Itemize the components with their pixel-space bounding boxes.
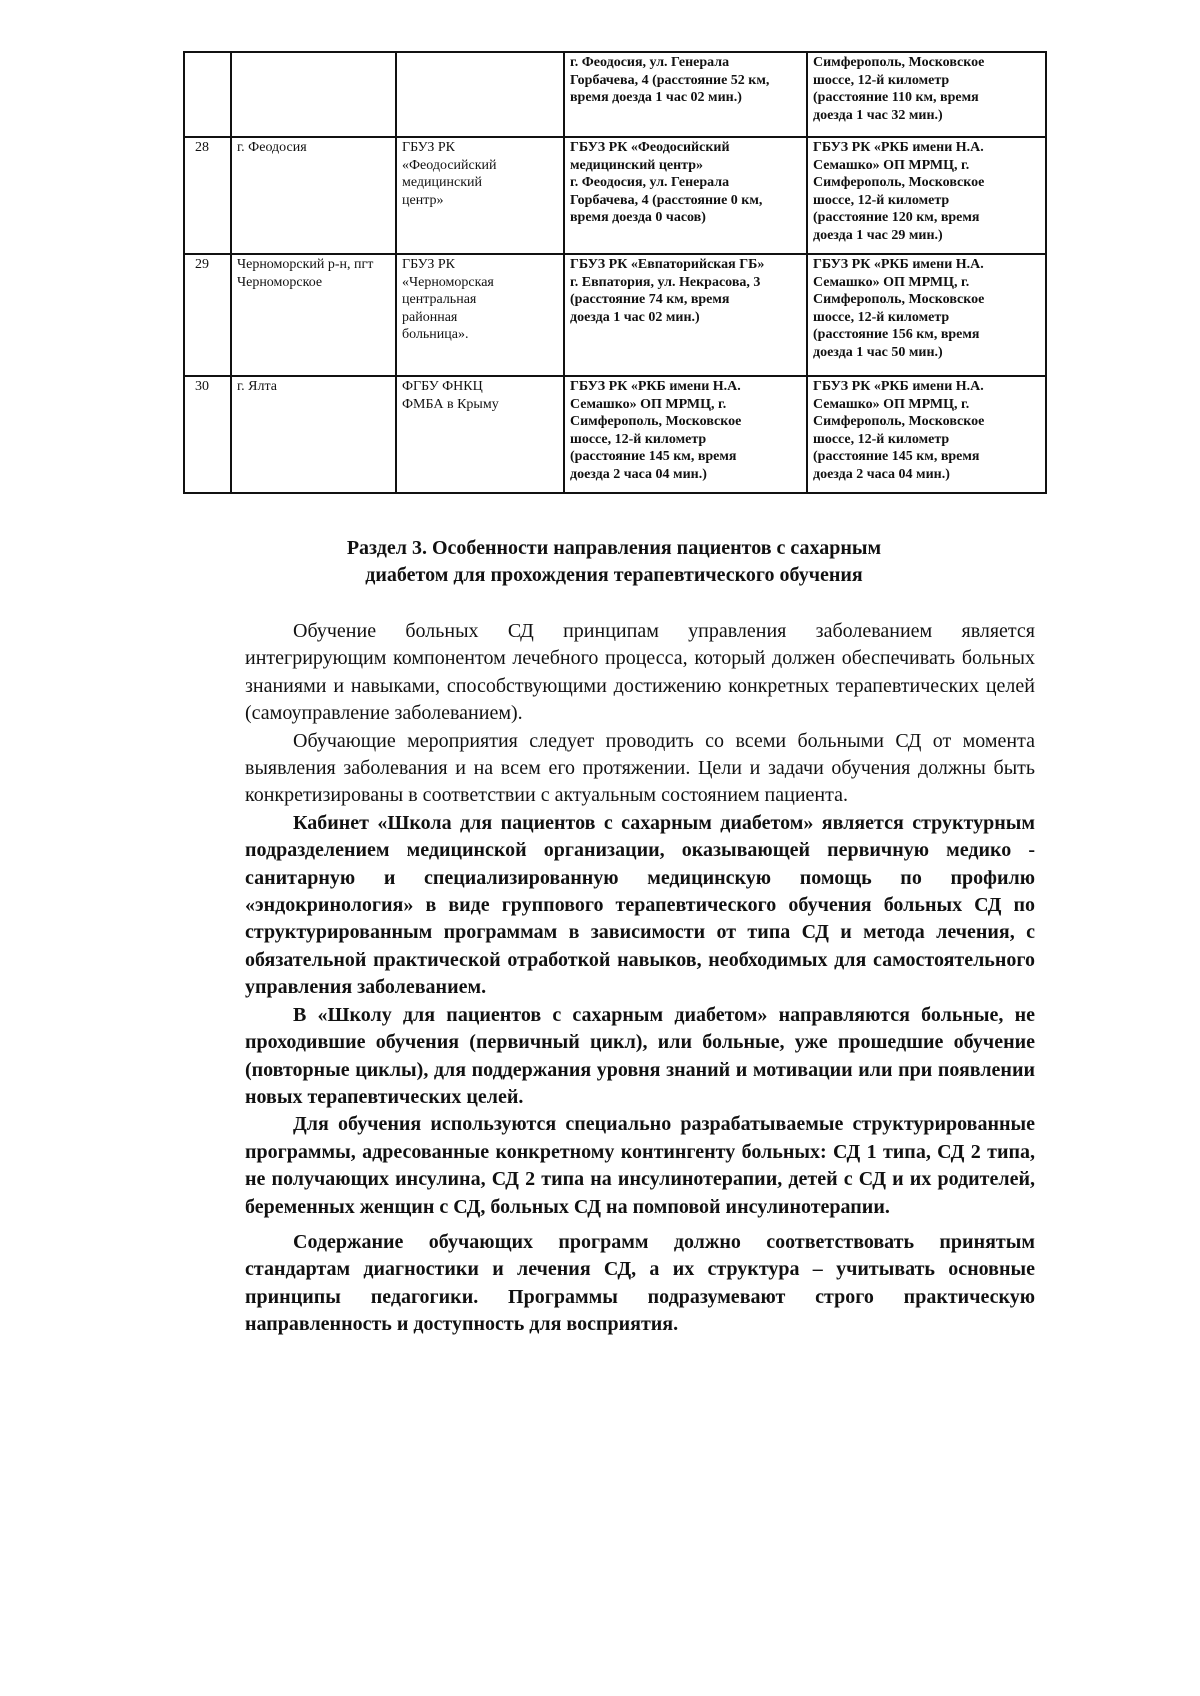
cell-line: (расстояние 120 км, время: [813, 210, 980, 226]
body-text: [245, 618, 1035, 1339]
cell-line: ФГБУ ФНКЦ: [402, 379, 483, 394]
cell-line: ГБУЗ РК «Феодосийский: [570, 140, 730, 155]
cell-line: время доезда 1 час 02 мин.): [570, 90, 742, 106]
section-heading-line-1: Раздел 3. Особенности направления пациентов с сахарным: [346, 537, 882, 559]
cell-line: доезда 1 час 50 мин.): [813, 344, 943, 360]
paragraph-6: Содержание обучающих программ должно соответствовать принятым стандартам диагностики и лечения СД, а их структура – учитывать основные принципы педагогики. Программы подразумевают строго практическую направленность и доступность для восприятия.: [245, 1230, 1035, 1336]
cell-line: (расстояние 145 км, время: [570, 449, 737, 465]
cell-line: (расстояние 145 км, время: [813, 449, 980, 465]
cell-line: Симферополь, Московское: [813, 175, 985, 191]
paragraph-4: В «Школу для пациентов с сахарным диабетом» направляются больные, не проходившие обучения (первичный цикл), или больные, уже прошедшие обучение (повторные циклы), для поддержания уровня знаний и мотивации или при появлении новых терапевтических целей.: [245, 1003, 1035, 1108]
cell-line: г. Феодосия, ул. Генерала: [570, 55, 730, 70]
cell-line: ГБУЗ РК «Евпаторийская ГБ»: [570, 257, 765, 272]
cell-line: Семашко» ОП МРМЦ, г.: [813, 157, 970, 173]
table-row: [184, 137, 1046, 254]
cell-line: центр»: [402, 192, 444, 208]
cell-line: шоссе, 12-й километр: [813, 431, 950, 447]
cell-line: доезда 2 часа 04 мин.): [570, 466, 707, 482]
cell-line: Симферополь, Московское: [813, 414, 985, 430]
cell-line: доезда 1 час 02 мин.): [570, 309, 700, 325]
cell-line: ГБУЗ РК «РКБ имени Н.А.: [813, 140, 984, 155]
cell-line: ГБУЗ РК: [402, 140, 456, 155]
paragraph-1: Обучение больных СД принципам управления заболеванием является интегрирующим компонентом лечебного процесса, который должен обеспечивать больных знаниями и навыками, способствующими достижению конкретных терапевтических целей (самоуправление заболеванием).: [245, 620, 1035, 725]
row-number-cell: 28: [184, 137, 231, 254]
locality-cell: Черноморский р-н, пгт Черноморское: [231, 254, 396, 376]
cell-line: Симферополь, Московское: [813, 292, 985, 308]
first-stage-cell: [564, 376, 807, 493]
institution-cell: [396, 376, 564, 493]
cell-line: Горбачева, 4 (расстояние 0 км,: [570, 192, 763, 208]
row-number-cell: [184, 52, 231, 137]
section-heading-line-2: диабетом для прохождения терапевтического обучения: [365, 564, 863, 586]
cell-line: Семашко» ОП МРМЦ, г.: [570, 396, 727, 412]
cell-line: шоссе, 12-й километр: [813, 192, 950, 208]
locality-cell: [231, 52, 396, 137]
paragraph-2: Обучающие мероприятия следует проводить со всеми больными СД от момента выявления заболевания и на всем его протяжении. Цели и задачи обучения должны быть конкретизированы в соответствии с актуальным состоянием пациента.: [245, 729, 1035, 807]
cell-line: шоссе, 12-й километр: [813, 309, 950, 325]
cell-line: шоссе, 12-й километр: [570, 431, 707, 447]
second-stage-cell: [807, 376, 1046, 493]
cell-line: (расстояние 74 км, время: [570, 292, 730, 308]
locality-cell: г. Ялта: [231, 376, 396, 493]
section-heading: [183, 535, 1045, 589]
cell-line: ГБУЗ РК «РКБ имени Н.А.: [813, 379, 984, 394]
cell-line: «Черноморская: [402, 274, 494, 290]
table-row: [184, 254, 1046, 376]
first-stage-cell: [564, 137, 807, 254]
cell-line: Семашко» ОП МРМЦ, г.: [813, 274, 970, 290]
cell-line: ГБУЗ РК «РКБ имени Н.А.: [813, 257, 984, 272]
locality-cell: г. Феодосия: [231, 137, 396, 254]
cell-line: г. Феодосия, ул. Генерала: [570, 175, 730, 191]
cell-line: ФМБА в Крыму: [402, 396, 499, 412]
cell-line: больница».: [402, 327, 469, 343]
paragraph-5: Для обучения используются специально разрабатываемые структурированные программы, адресованные конкретному контингенту больных: СД 1 типа, СД 2 типа, не получающих инсулина, СД 2 типа на инсулинотерапии, детей с СД и их родителей, беременных женщин с СД, больных СД на помповой инсулинотерапии.: [245, 1113, 1035, 1218]
cell-line: ГБУЗ РК: [402, 257, 456, 272]
institution-cell: [396, 52, 564, 137]
cell-line: шоссе, 12-й километр: [813, 72, 950, 88]
table-row: [184, 52, 1046, 137]
cell-line: Симферополь, Московское: [570, 414, 742, 430]
institution-cell: [396, 137, 564, 254]
first-stage-cell: [564, 52, 807, 137]
cell-line: доезда 1 час 32 мин.): [813, 107, 943, 123]
cell-line: медицинский центр»: [570, 157, 704, 173]
paragraph-3: Кабинет «Школа для пациентов с сахарным диабетом» является структурным подразделением медицинской организации, оказывающей первичную медико - санитарную и специализированную медицинскую помощь по профилю «эндокринология» в виде группового терапевтического обучения больных СД по структурированным программам в зависимости от типа СД и метода лечения, с обязательной практической отработкой навыков, необходимых для самостоятельного управления заболеванием.: [245, 811, 1035, 999]
cell-line: Семашко» ОП МРМЦ, г.: [813, 396, 970, 412]
cell-line: «Феодосийский: [402, 157, 497, 173]
cell-line: г. Евпатория, ул. Некрасова, 3: [570, 274, 761, 290]
institution-cell: [396, 254, 564, 376]
cell-line: медицинский: [402, 175, 482, 191]
table-row: [184, 376, 1046, 493]
cell-line: Симферополь, Московское: [813, 55, 985, 70]
cell-line: ГБУЗ РК «РКБ имени Н.А.: [570, 379, 741, 394]
second-stage-cell: [807, 254, 1046, 376]
routing-table: [183, 51, 1047, 494]
row-number-cell: 30: [184, 376, 231, 493]
row-number-cell: 29: [184, 254, 231, 376]
second-stage-cell: [807, 52, 1046, 137]
cell-line: (расстояние 110 км, время: [813, 90, 979, 106]
cell-line: доезда 2 часа 04 мин.): [813, 466, 950, 482]
cell-line: (расстояние 156 км, время: [813, 327, 980, 343]
cell-line: Горбачева, 4 (расстояние 52 км,: [570, 72, 770, 88]
table-body: [184, 52, 1046, 493]
second-stage-cell: [807, 137, 1046, 254]
first-stage-cell: [564, 254, 807, 376]
cell-line: районная: [402, 309, 458, 325]
cell-line: время доезда 0 часов): [570, 210, 706, 226]
cell-line: доезда 1 час 29 мин.): [813, 227, 943, 243]
cell-line: центральная: [402, 292, 477, 308]
